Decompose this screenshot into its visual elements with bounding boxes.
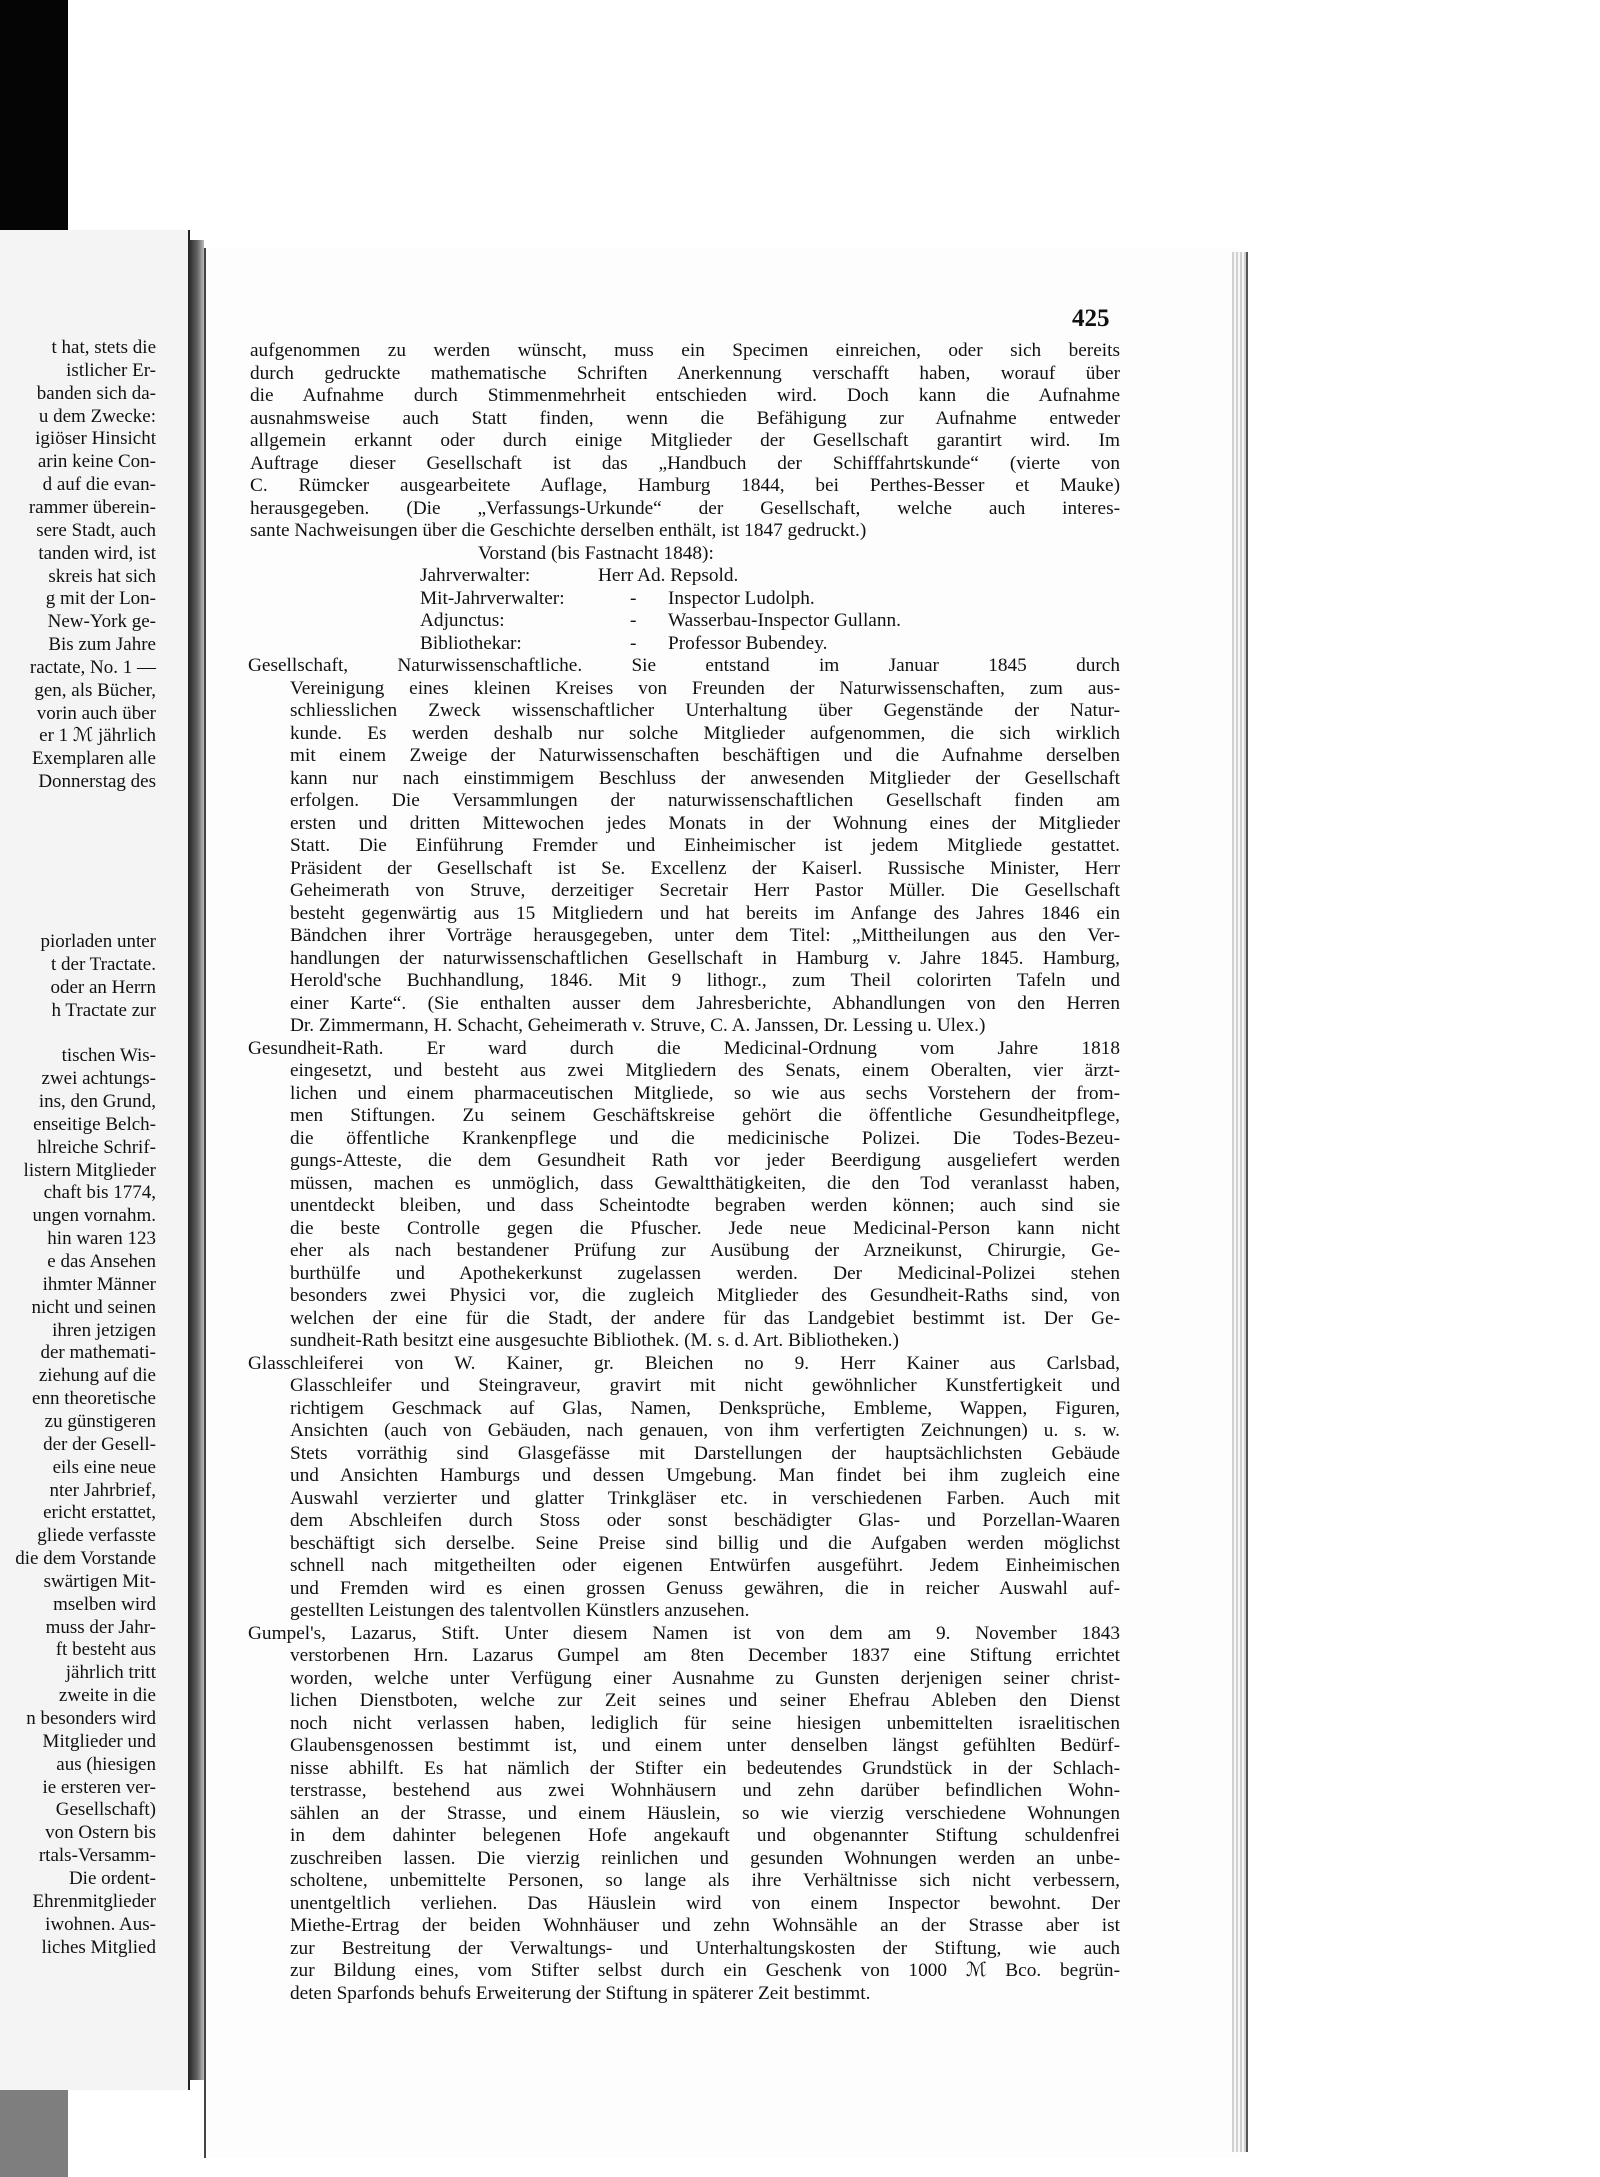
text-line: herausgegeben. (Die „Verfassungs-Urkunde“ der Gesellschaft, welche auch interes- — [250, 497, 1120, 519]
left-page-fragment — [0, 230, 190, 2090]
text-line: einer Karte“. (Sie enthalten ausser dem Jahresberichte, Abhandlungen von den Herren — [290, 992, 1120, 1014]
left-fragment-line: zwei achtungs- — [41, 1068, 156, 1090]
text-line: Geheimerath von Struve, derzeitiger Secretair Herr Pastor Müller. Die Gesellschaft — [290, 880, 1120, 901]
left-fragment-line: nicht und seinen — [31, 1296, 156, 1318]
left-fragment-line: ziehung auf die — [38, 1365, 156, 1387]
text-line: Glaubensgenossen bestimmt ist, und einem unter denselben längst gefühlten Bedürf- — [290, 1735, 1120, 1756]
text-line: lichen Dienstboten, welche zur Zeit seines und seiner Ehefrau Ableben den Dienst — [290, 1690, 1120, 1711]
left-fragment-line: hlreiche Schrif- — [37, 1136, 156, 1158]
text-line: Bändchen ihrer Vorträge herausgegeben, unter dem Titel: „Mittheilungen aus den Ver- — [290, 925, 1120, 946]
text-line: zuschreiben lassen. Die vierzig reinlichen und gesunden Wohnungen werden an unbe- — [290, 1847, 1120, 1869]
left-fragment-line: ins, den Grund, — [38, 1091, 156, 1113]
left-fragment-line: ie ersteren ver- — [42, 1776, 156, 1798]
text-line: Herold'sche Buchhandlung, 1846. Mit 9 lithogr., zum Theil colorirten Tafeln und — [290, 970, 1120, 991]
text-line: men Stiftungen. Zu seinem Geschäftskreise gehört die öffentliche Gesundheitpflege, — [290, 1105, 1120, 1126]
left-fragment-line: istlicher Er- — [66, 359, 156, 381]
text-line: worden, welche unter Verfügung einer Ausnahme zu Gunsten derjenigen seiner christ- — [290, 1667, 1120, 1689]
text-line: nisse abhilft. Es hat nämlich der Stifter ein bedeutendes Grundstück in der Schlach- — [290, 1757, 1120, 1779]
text-line: ausnahmsweise auch Statt finden, wenn die Befähigung zur Aufnahme entweder — [250, 407, 1120, 429]
text-line: kann nur nach einstimmigem Beschluss der anwesenden Mitglieder der Gesellschaft — [290, 767, 1120, 789]
text-line: Präsident der Gesellschaft ist Se. Excellenz der Kaiserl. Russische Minister, Herr — [290, 857, 1120, 879]
text-line: gungs-Atteste, die dem Gesundheit Rath vor jeder Beerdigung ausgeliefert werden — [290, 1150, 1120, 1171]
board-role: Adjunctus: — [420, 610, 505, 631]
text-line: eingesetzt, und besteht aus zwei Mitgliedern des Senats, einem Oberalten, vier ärzt- — [290, 1060, 1120, 1081]
gutter-shadow — [188, 240, 204, 2080]
text-line: unentdeckt bleiben, und dass Scheintodte begraben werden können; auch sind sie — [290, 1195, 1120, 1216]
text-line: besteht gegenwärtig aus 15 Mitgliedern und hat bereits im Anfange des Jahres 1846 ein — [290, 902, 1120, 924]
text-line: noch nicht verlassen haben, lediglich für seine hiesigen unbemittelten israelitischen — [290, 1712, 1120, 1734]
text-line: müssen, machen es unmöglich, dass Gewaltthätigkeiten, die den Tod veranlasst haben, — [290, 1172, 1120, 1194]
text-line: die beste Controlle gegen die Pfuscher. Jede neue Medicinal-Person kann nicht — [290, 1217, 1120, 1239]
left-fragment-line: ihmter Männer — [42, 1273, 156, 1295]
text-line: Ansichten (auch von Gebäuden, nach genauen, von ihm verfertigten Zeichnungen) u. s. w. — [290, 1420, 1120, 1441]
text-line: terstrasse, bestehend aus zwei Wohnhäusern und zehn darüber befindlichen Wohn- — [290, 1780, 1120, 1801]
left-fragment-line: skreis hat sich — [48, 565, 156, 587]
left-fragment-line: t hat, stets die — [51, 337, 156, 358]
text-line: Auftrage dieser Gesellschaft ist das „Handbuch der Schifffahrtskunde“ (vierte von — [250, 452, 1120, 474]
text-line: dem Abschleifen durch Stoss oder sonst beschädigter Glas- und Porzellan-Waaren — [290, 1510, 1120, 1531]
board-role: Mit-Jahrverwalter: — [420, 587, 565, 609]
left-fragment-line: u dem Zwecke: — [38, 405, 156, 427]
lexicon-entry — [250, 1353, 1120, 1623]
left-fragment-line: arin keine Con- — [37, 451, 156, 473]
lexicon-entry — [250, 1038, 1120, 1353]
left-fragment-line: zweite in die — [58, 1685, 156, 1707]
text-line: eher als nach bestandener Prüfung zur Ausübung der Arzneikunst, Chirurgie, Ge- — [290, 1240, 1120, 1261]
left-fragment-line: muss der Jahr- — [45, 1616, 156, 1638]
left-fragment-line: tischen Wis- — [61, 1045, 156, 1067]
left-fragment-line: Donnerstag des — [38, 771, 156, 793]
page-body — [250, 340, 1120, 2005]
text-line: und Fremden wird es einen grossen Genuss gewähren, die in reicher Auswahl auf- — [290, 1577, 1120, 1599]
left-fragment-line: aus (hiesigen — [56, 1753, 156, 1775]
left-fragment-line: chaft bis 1774, — [43, 1182, 156, 1204]
left-fragment-line: enseitige Belch- — [33, 1113, 156, 1135]
text-line: in dem dahinter belegenen Hofe angekauft und obgenannter Stiftung schuldenfrei — [290, 1825, 1120, 1846]
text-line: burthülfe und Apothekerkunst zugelassen werden. Der Medicinal-Polizei stehen — [290, 1262, 1120, 1284]
intro-paragraph — [250, 340, 1120, 543]
left-fragment-line: von Ostern bis — [45, 1822, 156, 1844]
left-fragment-line: ft besteht aus — [55, 1639, 156, 1661]
text-line: verstorbenen Hrn. Lazarus Gumpel am 8ten December 1837 eine Stiftung errichtet — [290, 1645, 1120, 1666]
text-line: Dr. Zimmermann, H. Schacht, Geheimerath v. Struve, C. A. Janssen, Dr. Lessing u. Ulex.) — [290, 1015, 986, 1036]
page-number: 425 — [1072, 305, 1110, 332]
text-line: scholtene, unbemittelte Personen, so lange als ihre Verhältnisse sich nicht verbessern, — [290, 1870, 1120, 1891]
page-edge-stack — [1232, 252, 1248, 2152]
text-line: aufgenommen zu werden wünscht, muss ein Specimen einreichen, oder sich bereits — [250, 340, 1120, 361]
text-line: durch gedruckte mathematische Schriften Anerkennung verschafft haben, worauf über — [250, 362, 1120, 384]
entries — [250, 655, 1120, 2005]
left-fragment-line: ihren jetzigen — [52, 1319, 156, 1341]
left-fragment-line: ungen vornahm. — [32, 1205, 156, 1227]
text-line: sundheit-Rath besitzt eine ausgesuchte Bibliothek. (M. s. d. Art. Bibliotheken.) — [290, 1330, 899, 1351]
text-line: Statt. Die Einführung Fremder und Einheimischer ist jedem Mitgliede gestattet. — [290, 835, 1120, 856]
left-fragment-line: sere Stadt, auch — [36, 519, 156, 541]
left-fragment-line: n besonders wird — [26, 1708, 156, 1729]
text-line: mit einem Zweige der Naturwissenschaften beschäftigen und die Aufnahme derselben — [290, 745, 1120, 766]
left-fragment-line: t der Tractate. — [50, 953, 156, 975]
left-fragment-line: listern Mitglieder — [23, 1159, 156, 1181]
board-role: Bibliothekar: — [420, 632, 522, 654]
board-role: Jahrverwalter: — [420, 565, 531, 586]
left-fragment-line: e das Ansehen — [47, 1251, 156, 1272]
left-fragment-line: mselben wird — [53, 1593, 156, 1615]
board-list — [250, 565, 1120, 655]
left-fragment-line: oder an Herrn — [50, 976, 156, 998]
left-fragment-line: igiöser Hinsicht — [35, 428, 156, 450]
text-line: C. Rümcker ausgearbeitete Auflage, Hamburg 1844, bei Perthes-Besser et Mauke) — [250, 475, 1120, 496]
entry-heading-line: Gesellschaft, Naturwissenschaftliche. Sie entstand im Januar 1845 durch — [248, 655, 1120, 676]
left-fragment-line: er 1 ℳ jährlich — [39, 725, 156, 747]
left-fragment-line: der der Gesell- — [43, 1433, 156, 1455]
left-fragment-line: vorin auch über — [36, 702, 156, 724]
text-line: allgemein erkannt oder durch einige Mitglieder der Gesellschaft garantirt wird. Im — [250, 430, 1120, 451]
lexicon-entry — [250, 655, 1120, 1038]
left-fragment-line: g mit der Lon- — [45, 588, 156, 610]
text-line: gestellten Leistungen des talentvollen Künstlers anzusehen. — [290, 1600, 750, 1621]
board-member: Wasserbau-Inspector Gullann. — [668, 610, 901, 631]
left-fragment-line: Gesellschaft) — [55, 1799, 156, 1821]
left-fragment-line: h Tractate zur — [51, 999, 156, 1021]
text-line: Auswahl verzierter und glatter Trinkgläser etc. in verschiedenen Farben. Auch mit — [290, 1487, 1120, 1509]
text-line: kunde. Es werden deshalb nur solche Mitglieder aufgenommen, die sich wirklich — [290, 722, 1120, 744]
left-fragment-line: die dem Vorstande — [15, 1548, 156, 1570]
board-heading: Vorstand (bis Fastnacht 1848): — [478, 542, 714, 564]
left-fragment-line: swärtigen Mit- — [43, 1570, 156, 1592]
left-fragment-line: gliede verfasste — [37, 1525, 156, 1547]
text-line: beschäftigt sich derselbe. Seine Preise sind billig und die Aufgaben werden möglichst — [290, 1532, 1120, 1554]
board-dash: - — [630, 632, 637, 654]
text-line: zur Bestreitung der Verwaltungs- und Unterhaltungskosten der Stiftung, wie auch — [290, 1937, 1120, 1959]
left-fragment-line: rtals-Versamm- — [38, 1845, 156, 1867]
text-line: welchen der eine für die Stadt, der andere für das Landgebiet bestimmt ist. Der Ge- — [290, 1307, 1120, 1329]
left-fragment-line: jährlich tritt — [65, 1662, 156, 1684]
left-fragment-line: hin waren 123 — [47, 1228, 156, 1250]
left-fragment-line: d auf die evan- — [42, 474, 156, 496]
entry-heading-line: Gesundheit-Rath. Er ward durch die Medicinal-Ordnung vom Jahre 1818 — [248, 1037, 1120, 1059]
text-line: Miethe-Ertrag der beiden Wohnhäuser und zehn Wohnsähle an der Strasse aber ist — [290, 1915, 1120, 1936]
left-fragment-line: zu günstigeren — [44, 1410, 156, 1432]
board-member: Herr Ad. Repsold. — [598, 565, 739, 586]
left-fragment-line: Die ordent- — [68, 1867, 156, 1889]
left-fragment-line: gen, als Bücher, — [34, 679, 156, 701]
left-fragment-line: piorladen unter — [40, 931, 156, 953]
left-fragment-line: eils eine neue — [52, 1456, 156, 1478]
text-line: schnell nach mitgetheilten oder eigenen Entwürfen ausgeführt. Jedem Einheimischen — [290, 1555, 1120, 1576]
left-fragment-line: tanden wird, ist — [38, 542, 156, 564]
left-fragment-line: enn theoretische — [32, 1388, 156, 1410]
text-line: besonders zwei Physici vor, die zugleich Mitglieder des Gesundheit-Raths sind, von — [290, 1285, 1120, 1306]
entry-heading-line: Glasschleiferei von W. Kainer, gr. Bleichen no 9. Herr Kainer aus Carlsbad, — [248, 1352, 1120, 1374]
board-dash: - — [630, 610, 637, 631]
left-fragment-line: liches Mitglied — [41, 1936, 156, 1958]
left-fragment-line: Bis zum Jahre — [48, 634, 156, 656]
text-line: lichen und einem pharmaceutischen Mitgliede, so wie aus sechs Vorstehern der from- — [290, 1082, 1120, 1104]
text-line: sante Nachweisungen über die Geschichte derselben enthält, ist 1847 gedruckt.) — [250, 520, 867, 541]
left-fragment-line: ractate, No. 1 — — [29, 656, 156, 678]
left-fragment-line: New-York ge- — [47, 611, 156, 633]
text-line: schliesslichen Zweck wissenschaftlicher Unterhaltung über Gegenstände der Natur- — [290, 700, 1120, 721]
text-line: handlungen der naturwissenschaftlichen Gesellschaft in Hamburg v. Jahre 1845. Hamburg, — [290, 947, 1120, 969]
left-fragment-line: nter Jahrbrief, — [49, 1479, 156, 1501]
left-fragment-line: Mitglieder und — [42, 1730, 156, 1752]
left-fragment-line: der mathemati- — [40, 1342, 156, 1364]
board-member: Inspector Ludolph. — [668, 587, 815, 609]
board-member: Professor Bubendey. — [668, 632, 828, 654]
entry-heading-line: Gumpel's, Lazarus, Stift. Unter diesem Namen ist von dem am 9. November 1843 — [248, 1622, 1120, 1644]
text-line: Stets vorräthig sind Glasgefässe mit Darstellungen der hauptsächlichsten Gebäude — [290, 1442, 1120, 1464]
left-fragment-line: Exemplaren alle — [32, 748, 156, 770]
board-dash: - — [630, 587, 637, 609]
text-line: sählen an der Strasse, und einem Häuslein, so wie vierzig verschiedene Wohnungen — [290, 1802, 1120, 1824]
text-line: unentgeltlich verliehen. Das Häuslein wird von einem Inspector bewohnt. Der — [290, 1892, 1120, 1914]
left-fragment-line: iwohnen. Aus- — [45, 1913, 156, 1935]
text-line: erfolgen. Die Versammlungen der naturwissenschaftlichen Gesellschaft finden am — [290, 790, 1120, 811]
text-line: die öffentliche Krankenpflege und die medicinische Polizei. Die Todes-Bezeu- — [290, 1127, 1120, 1149]
text-line: zur Bildung eines, vom Stifter selbst durch ein Geschenk von 1000 ℳ Bco. begrün- — [290, 1960, 1120, 1981]
text-line: deten Sparfonds behufs Erweiterung der Stiftung in späterer Zeit bestimmt. — [290, 1982, 871, 2004]
left-fragment-line: rammer überein- — [28, 496, 156, 518]
text-line: ersten und dritten Mittewochen jedes Monats in der Wohnung eines der Mitglieder — [290, 812, 1120, 834]
text-line: richtigem Geschmack auf Glas, Namen, Denksprüche, Embleme, Wappen, Figuren, — [290, 1397, 1120, 1419]
text-line: und Ansichten Hamburgs und dessen Umgebung. Man findet bei ihm zugleich eine — [290, 1465, 1120, 1486]
text-line: Glasschleifer und Steingraveur, gravirt mit nicht gewöhnlicher Kunstfertigkeit und — [290, 1375, 1120, 1396]
left-fragment-line: ericht erstattet, — [43, 1502, 156, 1524]
left-fragment-line: Ehrenmitglieder — [32, 1890, 156, 1912]
left-fragment-line: banden sich da- — [36, 382, 156, 404]
lexicon-entry — [250, 1623, 1120, 2006]
text-line: Vereinigung eines kleinen Kreises von Freunden der Naturwissenschaften, zum aus- — [290, 677, 1120, 699]
text-line: die Aufnahme durch Stimmenmehrheit entschieden wird. Doch kann die Aufnahme — [250, 385, 1120, 406]
